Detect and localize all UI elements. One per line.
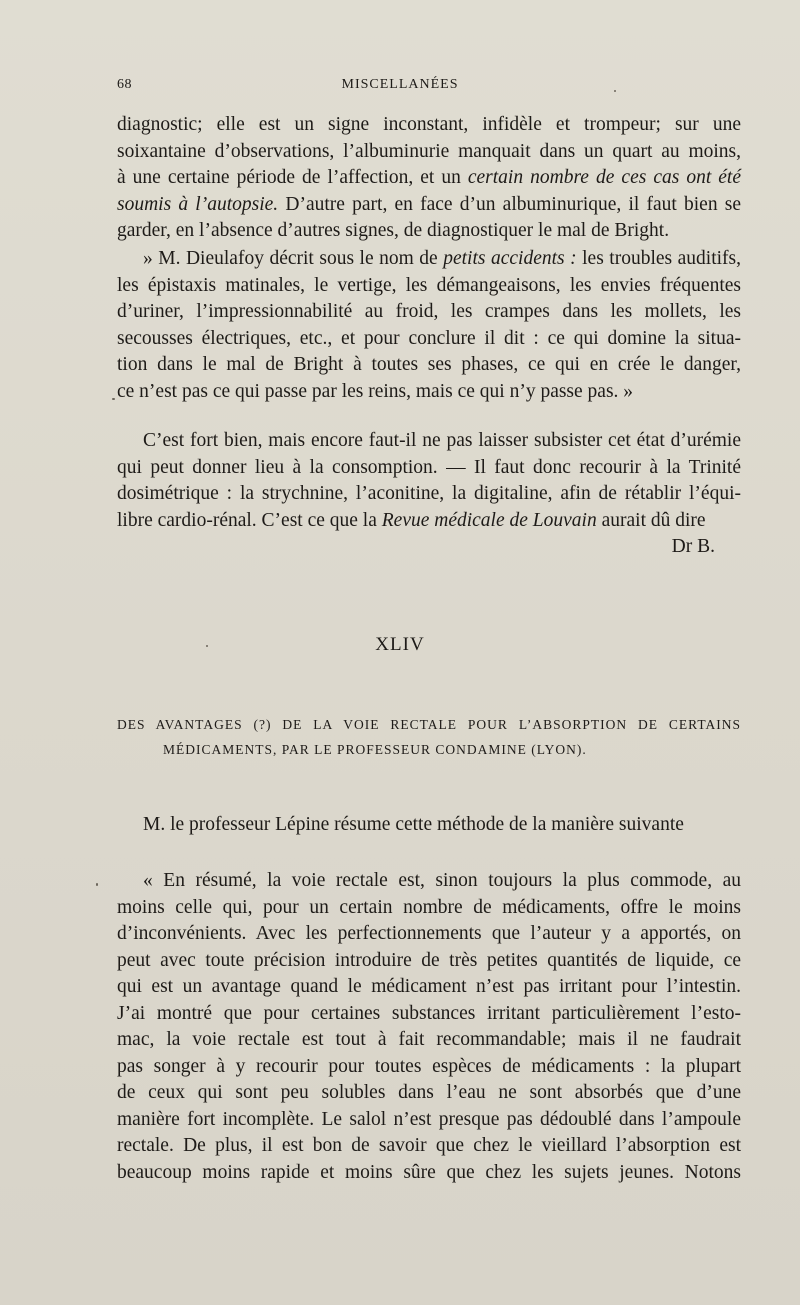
text-line: manière fort incomplète. Le salol n’est presque pas dédoublé dans l’ampoule	[117, 1108, 741, 1130]
text-line: peut avec toute précision introduire de très petites quantités de liquide, ce	[117, 949, 741, 971]
page-number: 68	[117, 77, 132, 92]
intro-paragraph	[117, 812, 741, 839]
text-line: pas songer à y recourir pour toutes espèces de médicaments : la plupart	[117, 1055, 741, 1077]
text-line	[117, 192, 741, 219]
italic-phrase: soumis à l’autopsie.	[117, 193, 279, 215]
text-line: soixantaine d’observations, l’albuminurie manquait dans un quart au moins,	[117, 140, 741, 162]
paper-speck	[614, 90, 616, 92]
text-span: libre cardio-rénal. C’est ce que la	[117, 509, 377, 531]
text-line: d’inconvénients. Avec les perfectionnements que l’auteur y a apportés, on	[117, 923, 741, 944]
text-line: de ceux qui sont peu solubles dans l’eau ne sont absorbés que d’une	[117, 1082, 741, 1103]
text-line: tion dans le mal de Bright à toutes ses phases, ce qui en crée le danger,	[117, 354, 741, 375]
text-line: ce n’est pas ce qui passe par les reins, mais ce qui n’y passe pas. »	[117, 380, 634, 402]
running-head: MISCELLANÉES	[341, 77, 459, 92]
paragraph-commentary	[117, 428, 741, 561]
italic-phrase: certain nombre de ces cas ont été	[467, 167, 742, 188]
section-title	[117, 712, 741, 762]
text-line: moins celle qui, pour un certain nombre de médicaments, offre le moins	[117, 896, 741, 918]
text-line: C’est fort bien, mais encore faut-il ne pas laisser subsister cet état d’urémie	[143, 430, 741, 451]
quoted-passage	[117, 868, 741, 1186]
text-line: beaucoup moins rapide et moins sûre que chez les sujets jeunes. Notons	[117, 1161, 741, 1183]
text-line	[117, 508, 741, 535]
italic-phrase: Revue médicale de Louvain	[381, 509, 597, 531]
section-title-line: MÉDICAMENTS, PAR LE PROFESSEUR CONDAMINE (LYON).	[163, 742, 587, 757]
paper-speck	[112, 398, 115, 400]
text-span: les troubles auditifs,	[582, 248, 742, 269]
paragraph-dieulafoy	[117, 246, 741, 405]
text-line: mac, la voie rectale est tout à fait recommandable; mais il ne faudrait	[117, 1029, 741, 1050]
text-span: aurait dû dire	[601, 509, 706, 531]
text-line: dosimétrique : la strychnine, l’aconitine, la digitaline, afin de rétablir l’équi-	[117, 483, 741, 504]
text-line: garder, en l’absence d’autres signes, de diagnostiquer le mal de Bright.	[117, 220, 670, 241]
text-line: M. le professeur Lépine résume cette méthode de la manière suivante	[143, 814, 684, 835]
text-line: qui peut donner lieu à la consomption. — Il faut donc recourir à la Trinité	[117, 456, 741, 478]
text-span: à une certaine période de l’affection, et un	[117, 167, 461, 188]
text-line: « En résumé, la voie rectale est, sinon toujours la plus commode, au	[143, 870, 741, 891]
italic-phrase: petits accidents :	[443, 248, 577, 269]
text-line: rectale. De plus, il est bon de savoir que chez le vieillard l’absorption est	[117, 1135, 741, 1156]
paragraph-continuation	[117, 112, 741, 245]
text-line: secousses électriques, etc., et pour conclure il dit : ce qui domine la situa-	[117, 327, 741, 349]
section-title-line: DES AVANTAGES (?) DE LA VOIE RECTALE POUR L’ABSORPTION DE CERTAINS	[117, 717, 741, 732]
paper-speck	[206, 645, 208, 647]
text-line: d’uriner, l’impressionnabilité au froid, les crampes dans les mollets, les	[117, 301, 741, 322]
paper-speck	[96, 883, 98, 886]
text-line: qui est un avantage quand le médicament n’est pas irritant pour l’intestin.	[117, 976, 741, 997]
text-line: diagnostic; elle est un signe inconstant, infidèle et trompeur; sur une	[117, 114, 741, 135]
text-line: J’ai montré que pour certaines substances irritant particulièrement l’esto-	[117, 1002, 741, 1024]
text-line	[117, 165, 741, 192]
text-line	[117, 246, 741, 273]
section-number: XLIV	[375, 634, 425, 655]
text-line: les épistaxis matinales, le vertige, les démangeaisons, les envies fréquentes	[117, 274, 741, 296]
signature: Dr B.	[671, 536, 715, 557]
text-span: D’autre part, en face d’un albuminurique, il faut bien se	[285, 193, 742, 215]
text-span: » M. Dieulafoy décrit sous le nom de	[143, 248, 438, 269]
